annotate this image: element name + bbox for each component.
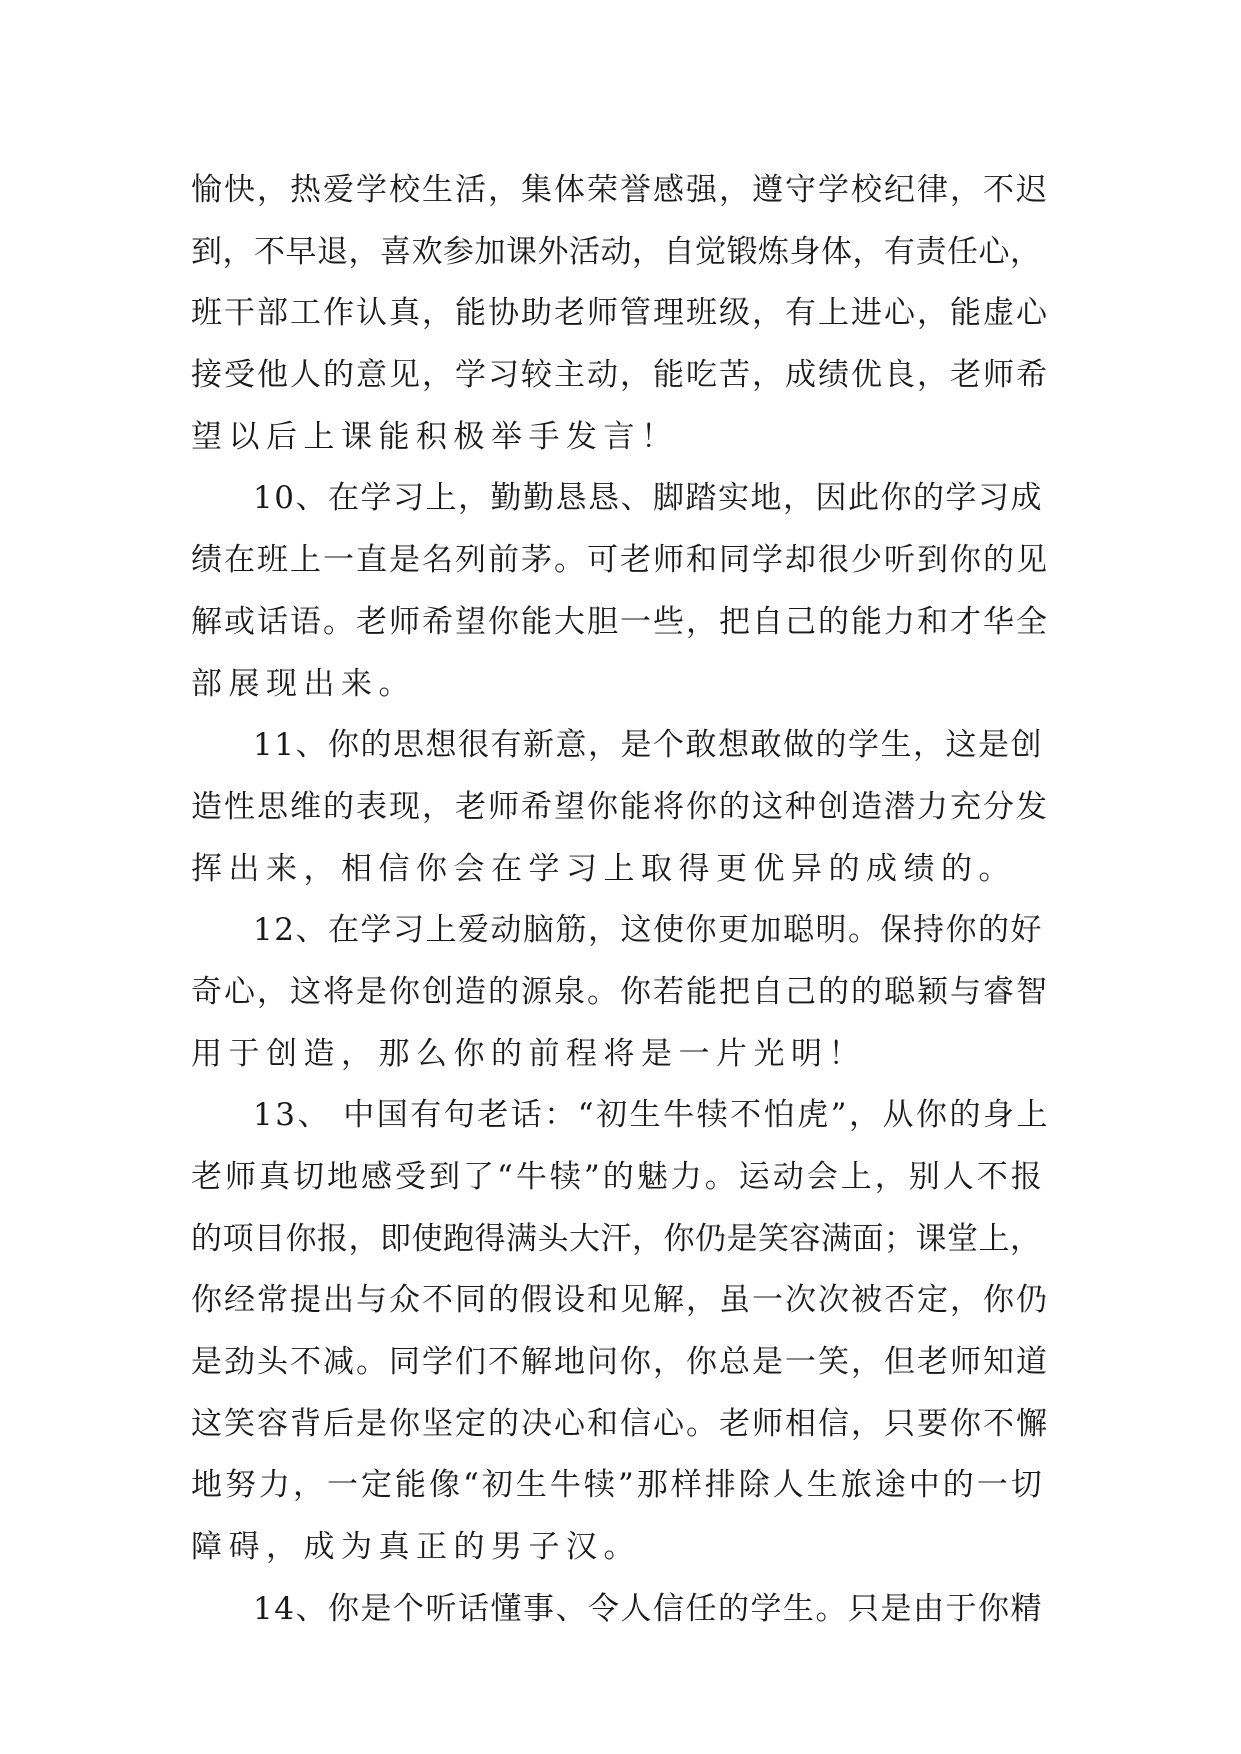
paragraph-start-12: 12、在学习上爱动脑筋，这使你更加聪明。保持你的好 [253,912,1043,949]
document-body [191,160,1053,1641]
paragraph-start-10: 10、在学习上，勤勤恳恳、脚踏实地，因此你的学习成 [253,480,1043,517]
text-line: 的项目你报，即使跑得满头大汗，你仍是笑容满面；课堂上， [191,1220,1042,1257]
text-line: 障碍，成为真正的男子汉。 [191,1529,641,1566]
text-line: 到，不早退，喜欢参加课外活动，自觉锻炼身体，有责任心， [191,233,1042,270]
text-line: 解或话语。老师希望你能大胆一些，把自己的能力和才华全 [191,603,1049,640]
paragraph-start-13: 13、 中国有句老话：“初生牛犊不怕虎”，从你的身上 [253,1097,1050,1134]
text-line: 望以后上课能积极举手发言！ [191,418,679,455]
text-line: 你经常提出与众不同的假设和见解，虽一次次被否定，你仍 [191,1282,1049,1319]
text-line: 部展现出来。 [191,665,416,702]
text-line: 老师真切地感受到了“牛犊”的魅力。运动会上，别人不报 [191,1159,1045,1195]
paragraph-start-14: 14、你是个听话懂事、令人信任的学生。只是由于你精 [253,1590,1043,1627]
text-line: 绩在班上一直是名列前茅。可老师和同学却很少听到你的见 [191,542,1049,579]
text-line: 班干部工作认真，能协助老师管理班级，有上进心，能虚心 [191,295,1049,332]
text-line: 造性思维的表现，老师希望你能将你的这种创造潜力充分发 [191,788,1049,825]
text-line: 接受他人的意见，学习较主动，能吃苦，成绩优良，老师希 [191,357,1049,394]
text-line: 用于创造，那么你的前程将是一片光明！ [191,1035,866,1072]
text-line: 挥出来，相信你会在学习上取得更优异的成绩的。 [191,850,1016,887]
text-line: 地努力，一定能像“初生牛犊”那样排除人生旅途中的一切 [191,1467,1045,1504]
text-line: 愉快，热爱学校生活，集体荣誉感强，遵守学校纪律，不迟 [191,172,1049,208]
text-line: 是劲头不减。同学们不解地问你，你总是一笑，但老师知道 [191,1344,1049,1381]
text-line: 这笑容背后是你坚定的决心和信心。老师相信，只要你不懈 [191,1405,1049,1442]
paragraph-start-11: 11、你的思想很有新意，是个敢想敢做的学生，这是创 [253,727,1043,764]
text-line: 奇心，这将是你创造的源泉。你若能把自己的的聪颖与睿智 [191,973,1049,1010]
